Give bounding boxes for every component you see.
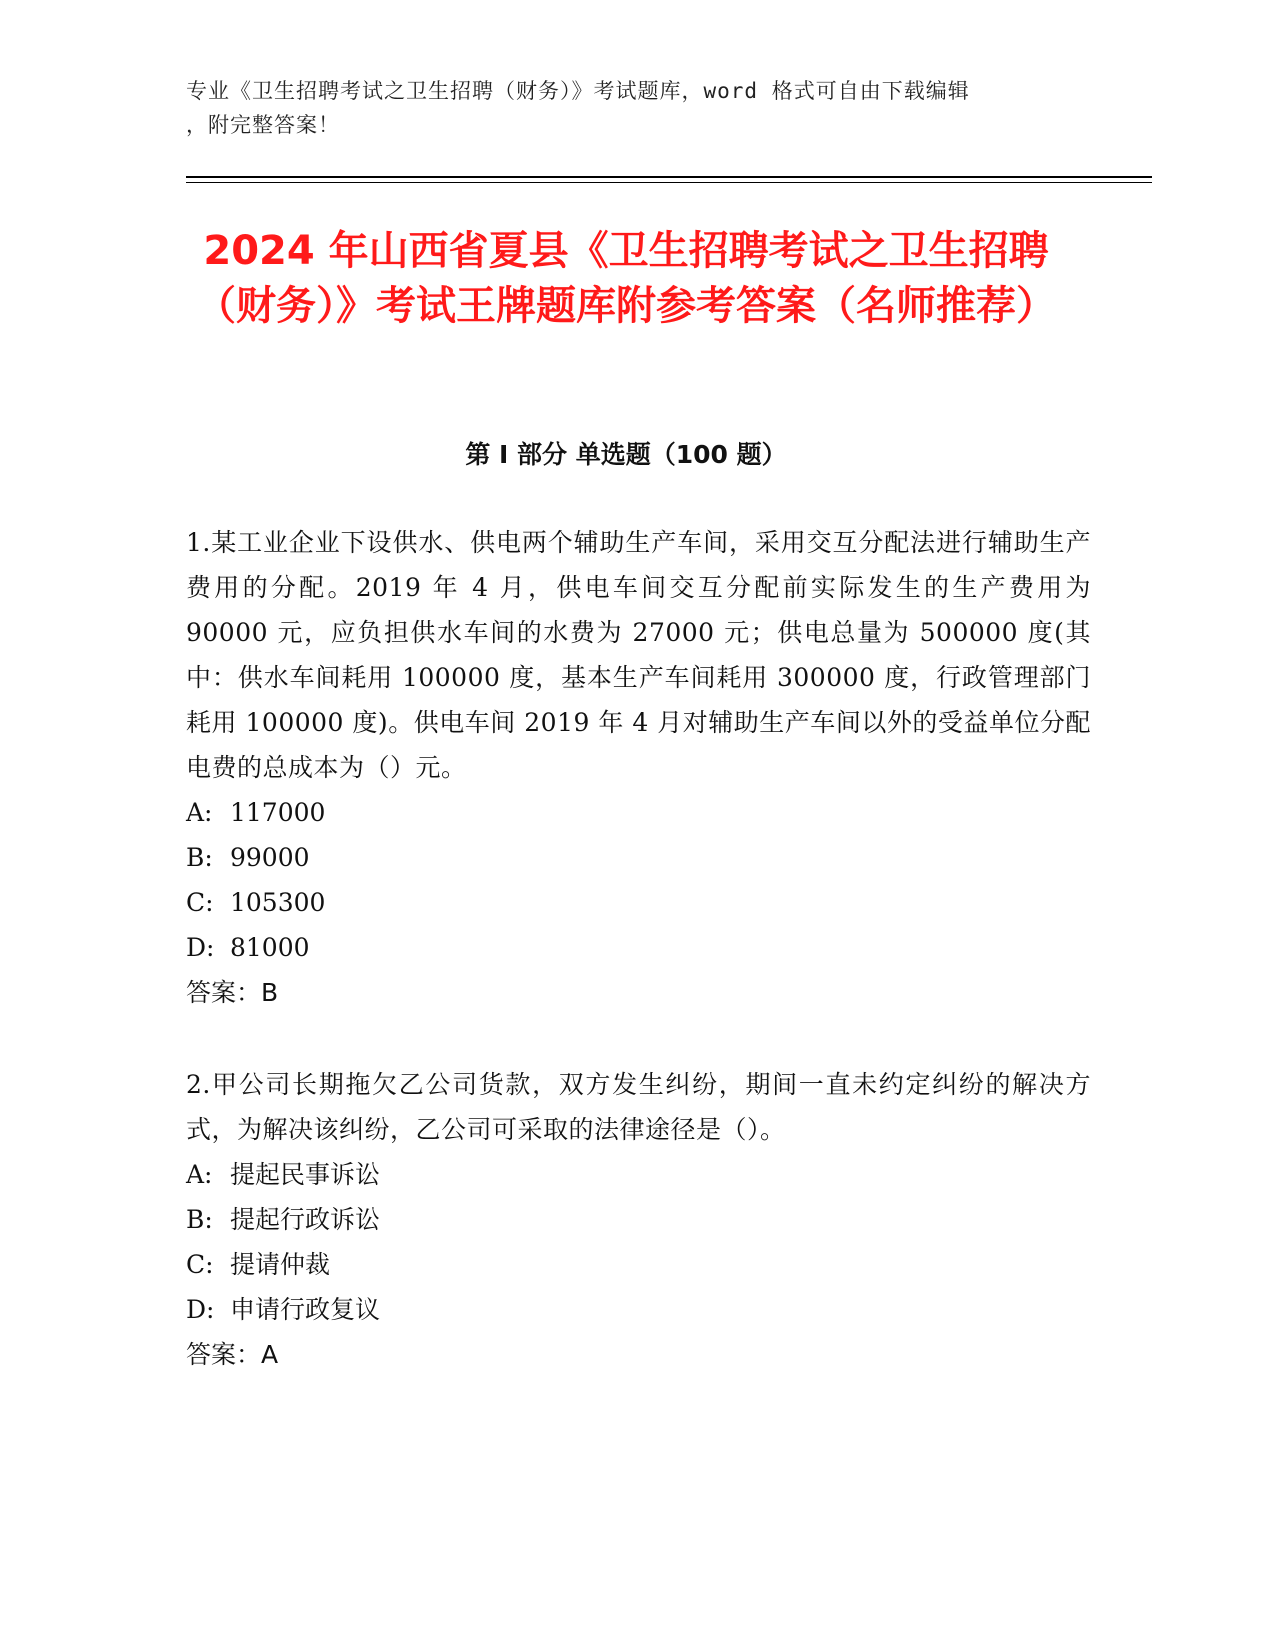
answer-label: 答案：A <box>186 1340 279 1369</box>
header-divider-thick <box>186 176 1152 178</box>
question-stem: 2.甲公司长期拖欠乙公司货款，双方发生纠纷，期间一直未约定纠纷的解决方式，为解决该纠纷，乙公司可采取的法律途径是（）。 <box>186 1070 1091 1144</box>
option-key: D: <box>186 933 215 962</box>
option-text: 提起行政诉讼 <box>230 1205 381 1234</box>
option-text: 提起民事诉讼 <box>230 1160 381 1189</box>
option-key: A: <box>186 1160 213 1189</box>
option-b <box>186 835 1091 880</box>
option-key: C: <box>186 888 214 917</box>
option-key: B: <box>186 843 213 872</box>
option-a <box>186 1152 1091 1197</box>
option-text: 提请仲裁 <box>230 1250 331 1279</box>
question-stem: 1.某工业企业下设供水、供电两个辅助生产车间，采用交互分配法进行辅助生产费用的分配。2019 年 4 月，供电车间交互分配前实际发生的生产费用为 90000 元，应负担供水车间的水费为 27000 元；供电总量为 500000 度(其中：供水车间耗用 100000 度，基本生产车间耗用 300000 度，行政管理部门耗用 100000 度)。供电车间 2019 年 4 月对辅助生产车间以外的受益单位分配电费的总成本为（）元。 <box>186 528 1091 782</box>
answer-label: 答案：B <box>186 978 279 1007</box>
option-key: A: <box>186 798 213 827</box>
option-b <box>186 1197 1091 1242</box>
header-note-line-2: ，附完整答案！ <box>186 113 340 137</box>
option-key: C: <box>186 1250 214 1279</box>
header-note <box>186 74 1086 142</box>
option-d <box>186 925 1091 970</box>
question-1 <box>186 520 1091 1015</box>
option-a <box>186 790 1091 835</box>
option-text: 105300 <box>230 888 326 917</box>
option-key: B: <box>186 1205 213 1234</box>
question-2 <box>186 1062 1091 1377</box>
option-text: 81000 <box>230 933 310 962</box>
option-text: 99000 <box>230 843 310 872</box>
option-key: D: <box>186 1295 215 1324</box>
option-d <box>186 1287 1091 1332</box>
option-c <box>186 1242 1091 1287</box>
option-text: 申请行政复议 <box>230 1295 381 1324</box>
header-note-line-1: 专业《卫生招聘考试之卫生招聘（财务）》考试题库，word 格式可自由下载编辑 <box>186 79 970 103</box>
option-c <box>186 880 1091 925</box>
section-title: 第 I 部分 单选题（100 题） <box>465 440 787 469</box>
option-text: 117000 <box>230 798 326 827</box>
header-divider-thin <box>186 182 1152 183</box>
document-title: 2024 年山西省夏县《卫生招聘考试之卫生招聘（财务）》考试王牌题库附参考答案（名师推荐） <box>196 228 1056 329</box>
